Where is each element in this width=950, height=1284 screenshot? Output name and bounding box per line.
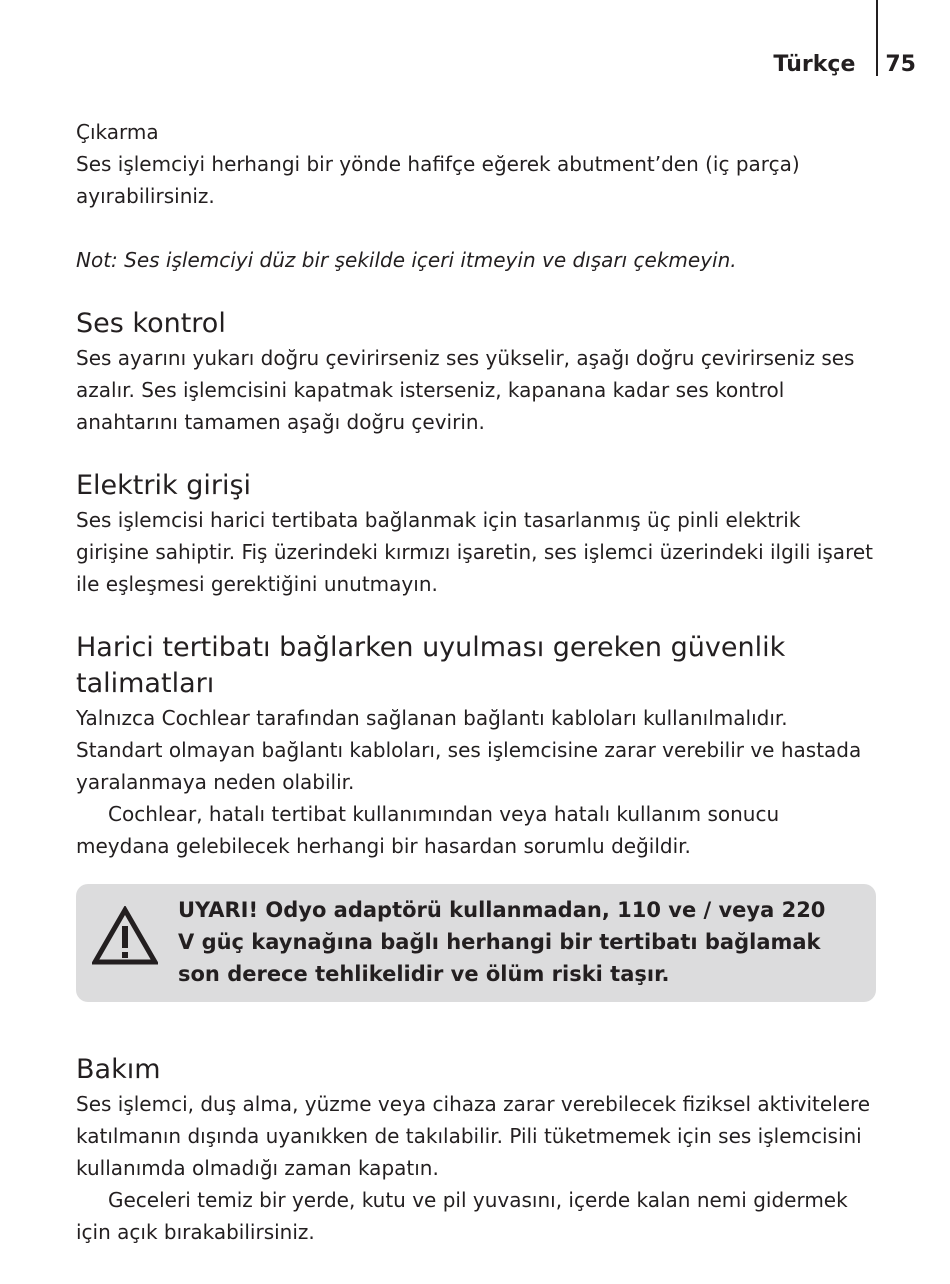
- volume-text: Ses ayarını yukarı doğru çevirirseniz ses yükselir, aşağı doğru çevirirseniz ses azalır. Ses işlemcisini kapatmak isterseniz, kapanana kadar ses kontrol anahtarını tamamen aşağı doğru çevirin.: [76, 346, 855, 434]
- input-text: Ses işlemcisi harici tertibata bağlanmak için tasarlanmış üç pinli elektrik girişine sahiptir. Fiş üzerindeki kırmızı işaretin, ses işlemci üzerindeki ilgili işaret ile eşleşmesi gerektiğini unutmayın.: [76, 508, 873, 596]
- removal-note: Not: Ses işlemciyi düz bir şekilde içeri itmeyin ve dışarı çekmeyin.: [76, 248, 737, 272]
- removal-title: Çıkarma: [76, 120, 159, 144]
- volume-title: Ses kontrol: [76, 308, 226, 339]
- care-text-1: Ses işlemci, duş alma, yüzme veya cihaza zarar verebilecek fiziksel aktivitelere katılmanın dışında uyanıkken de takılabilir. Pili tüketmemek için ses işlemcisini kullanımda olmadığı zaman kapatın.: [76, 1092, 871, 1180]
- section-removal: [76, 116, 876, 276]
- section-care: [76, 1052, 876, 1248]
- warning-box: [76, 884, 876, 1002]
- warning-text: UYARI! Odyo adaptörü kullanmadan, 110 ve / veya 220 V güç kaynağına bağlı herhangi bir tertibatı bağlamak son derece tehlikelidir ve ölüm riski taşır.: [178, 898, 826, 986]
- header-divider: [876, 0, 878, 76]
- care-title: Bakım: [76, 1054, 161, 1085]
- page-number: 75: [885, 51, 916, 77]
- safety-text-2: Cochlear, hatalı tertibat kullanımından veya hatalı kullanım sonucu meydana gelebilecek herhangi bir hasardan sorumlu değildir.: [76, 802, 780, 858]
- input-title: Elektrik girişi: [76, 470, 252, 501]
- section-volume: [76, 306, 876, 438]
- language-label: Türkçe: [773, 51, 856, 77]
- safety-text-1: Yalnızca Cochlear tarafından sağlanan bağlantı kabloları kullanılmalıdır. Standart olmayan bağlantı kabloları, ses işlemcisine zarar verebilir ve hastada yaralanmaya neden olabilir.: [76, 706, 862, 794]
- page-content: [76, 116, 876, 1248]
- page-header: [773, 48, 916, 80]
- section-input: [76, 468, 876, 600]
- section-safety: [76, 630, 876, 862]
- warning-triangle-icon: [92, 906, 158, 966]
- care-text-2: Geceleri temiz bir yerde, kutu ve pil yuvasını, içerde kalan nemi gidermek için açık bırakabilirsiniz.: [76, 1188, 848, 1244]
- removal-text: Ses işlemciyi herhangi bir yönde hafifçe eğerek abutment’den (iç parça) ayırabilirsiniz.: [76, 152, 800, 208]
- safety-title: Harici tertibatı bağlarken uyulması gereken güvenlik talimatları: [76, 632, 786, 699]
